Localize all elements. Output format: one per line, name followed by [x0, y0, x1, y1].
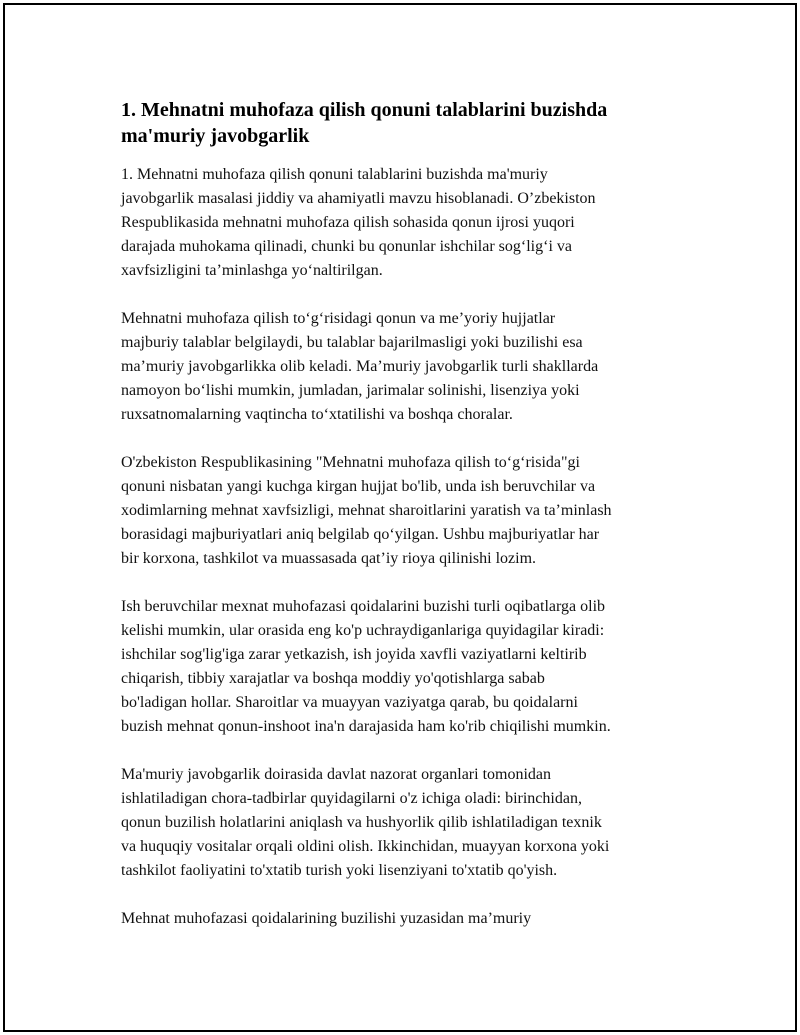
text-line: chiqarish, tibbiy xarajatlar va boshqa moddiy yo'qotishlarga sabab	[121, 670, 545, 687]
paragraph	[121, 451, 696, 571]
text-line: xavfsizligini ta’minlashga yo‘naltirilgan.	[121, 262, 383, 279]
text-line: majburiy talablar belgilaydi, bu talablar bajarilmasligi yoki buzilishi esa	[121, 334, 583, 351]
text-line: Ma'muriy javobgarlik doirasida davlat nazorat organlari tomonidan	[121, 766, 552, 783]
text-line: bo'ladigan hollar. Sharoitlar va muayyan vaziyatga qarab, bu qoidalarni	[121, 694, 578, 711]
heading-line: ma'muriy javobgarlik	[121, 125, 310, 147]
section-heading	[121, 97, 696, 149]
document-body	[121, 97, 696, 955]
text-line: O'zbekiston Respublikasining "Mehnatni muhofaza qilish to‘g‘risida"gi	[121, 454, 580, 471]
text-line: buzish mehnat qonun-inshoot ina'n darajasida ham ko'rib chiqilishi mumkin.	[121, 718, 611, 735]
text-line: ruxsatnomalarning vaqtincha to‘xtatilishi va boshqa choralar.	[121, 406, 513, 423]
paragraph	[121, 163, 696, 283]
text-line: ishlatiladigan chora-tadbirlar quyidagilarni o'z ichiga oladi: birinchidan,	[121, 790, 582, 807]
text-line: Respublikasida mehnatni muhofaza qilish sohasida qonun ijrosi yuqori	[121, 214, 575, 231]
text-line: ma’muriy javobgarlikka olib keladi. Ma’muriy javobgarlik turli shakllarda	[121, 358, 599, 375]
text-line: namoyon bo‘lishi mumkin, jumladan, jarimalar solinishi, lisenziya yoki	[121, 382, 580, 399]
text-line: kelishi mumkin, ular orasida eng ko'p uchraydiganlariga quyidagilar kiradi:	[121, 622, 605, 639]
text-line: qonun buzilish holatlarini aniqlash va hushyorlik qilib ishlatiladigan texnik	[121, 814, 602, 831]
text-line: va huquqiy vositalar orqali oldini olish. Ikkinchidan, muayyan korxona yoki	[121, 838, 610, 855]
page-frame	[3, 3, 797, 1032]
text-line: darajada muhokama qilinadi, chunki bu qonunlar ishchilar sog‘lig‘i va	[121, 238, 572, 255]
heading-line: 1. Mehnatni muhofaza qilish qonuni talablarini buzishda	[121, 99, 608, 121]
paragraph	[121, 307, 696, 427]
text-line: 1. Mehnatni muhofaza qilish qonuni talablarini buzishda ma'muriy	[121, 166, 548, 183]
text-line: qonuni nisbatan yangi kuchga kirgan hujjat bo'lib, unda ish beruvchilar va	[121, 478, 596, 495]
text-line: tashkilot faoliyatini to'xtatib turish yoki lisenziyani to'xtatib qo'yish.	[121, 862, 558, 879]
text-line: borasidagi majburiyatlari aniq belgilab qo‘yilgan. Ushbu majburiyatlar har	[121, 526, 600, 543]
text-line: Mehnat muhofazasi qoidalarining buzilishi yuzasidan ma’muriy	[121, 910, 532, 927]
text-line: xodimlarning mehnat xavfsizligi, mehnat sharoitlarini yaratish va ta’minlash	[121, 502, 612, 519]
paragraph	[121, 763, 696, 883]
text-line: Mehnatni muhofaza qilish to‘g‘risidagi qonun va me’yoriy hujjatlar	[121, 310, 556, 327]
paragraph	[121, 595, 696, 739]
text-line: javobgarlik masalasi jiddiy va ahamiyatli mavzu hisoblanadi. O’zbekiston	[121, 190, 596, 207]
text-line: bir korxona, tashkilot va muassasada qat’iy rioya qilinishi lozim.	[121, 550, 537, 567]
text-line: ishchilar sog'lig'iga zarar yetkazish, ish joyida xavfli vaziyatlarni keltirib	[121, 646, 587, 663]
paragraph	[121, 907, 696, 931]
text-line: Ish beruvchilar mexnat muhofazasi qoidalarini buzishi turli oqibatlarga olib	[121, 598, 606, 615]
